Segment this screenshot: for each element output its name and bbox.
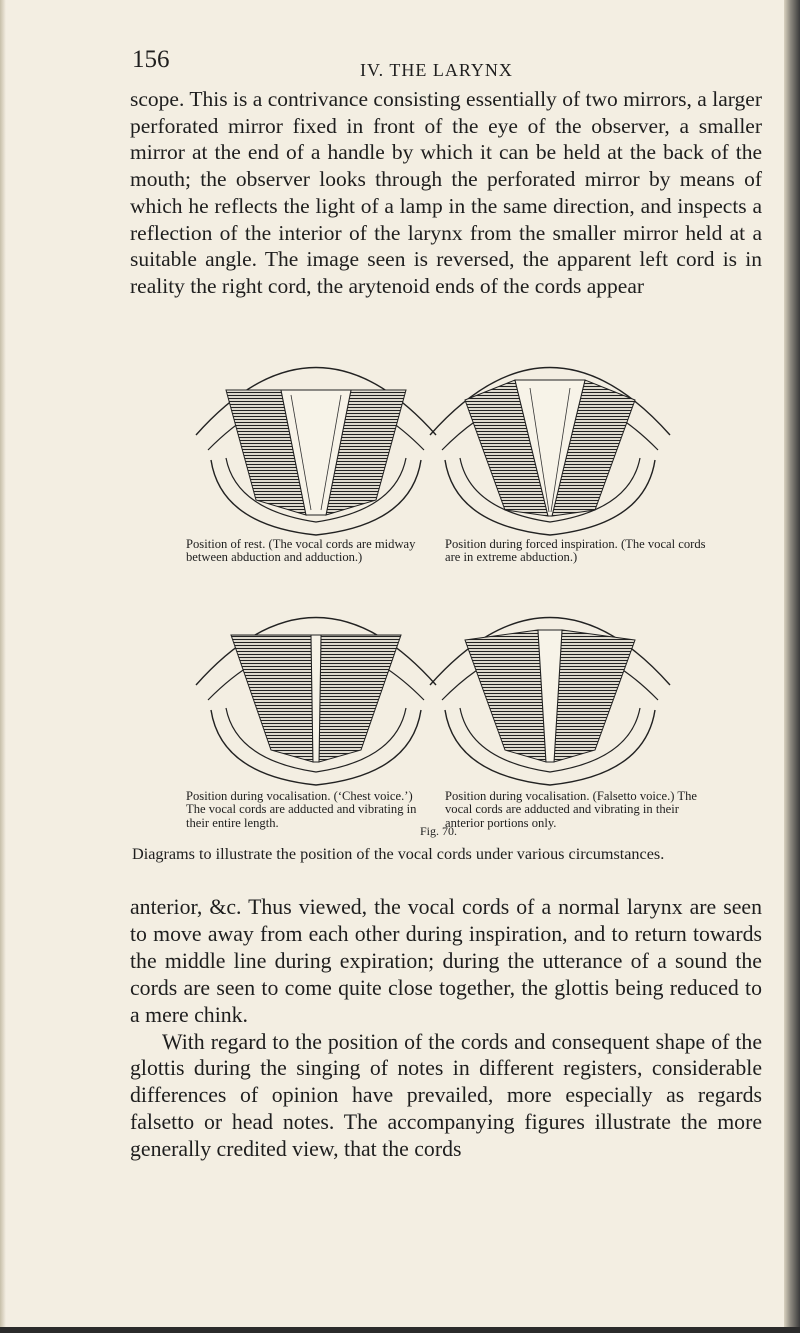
paragraph-bottom-2: With regard to the position of the cords and consequent shape of the glottis during the singing of notes in different registers, considerable differences of opinion have prevailed, more especially as regards falsetto or head notes. The accompanying figures illustrate the more generally credited view, that the cords [130,1029,762,1162]
caption-rest: Position of rest. (The vocal cords are midway between abduction and adduction.) [186,537,416,565]
figure-label: Fig. 70. [420,824,458,838]
paragraph-bottom-1: anterior, &c. Thus viewed, the vocal cords of a normal larynx are seen to move away from each other during inspiration, and to return towards the middle line during expiration; during the utterance of a sound the cords are seen to come quite close together, the glottis being reduced to a mere chink. [130,895,762,1027]
figure-title: Diagrams to illustrate the position of the vocal cords under various circumstances. [132,845,665,863]
larynx-diagram-rest [186,340,446,540]
larynx-diagram-falsetto [420,590,680,790]
caption-falsetto: Position during vocalisation. (Falsetto voice.) The vocal cords are adducted and vibrating in their anterior portions only. [445,789,697,830]
larynx-diagram-inspiration [420,340,680,540]
larynx-diagram-chest-voice [186,590,446,790]
caption-inspiration: Position during forced inspiration. (The vocal cords are in extreme abduction.) [445,537,706,565]
caption-chest-voice: Position during vocalisation. (‘Chest voice.’) The vocal cords are adducted and vibrating in their entire length. [186,789,417,830]
page-number: 156 [132,46,170,73]
page-shadow-left [0,0,6,1333]
paragraph-top: scope. This is a contrivance consisting essentially of two mirrors, a larger perforated mirror fixed in front of the eye of the observer, a smaller mirror at the end of a handle by which it can be held at the back of the mouth; the observer looks through the perforated mirror by means of which he reflects the light of a lamp in the same direction, and inspects a reflection of the interior of the larynx from the smaller mirror held at a suitable angle. The image seen is reversed, the apparent left cord is in reality the right cord, the arytenoid ends of the cords appear [130,87,762,298]
page-bottom-edge [0,1327,800,1333]
book-binding-edge [784,0,800,1333]
paragraph-bottom [130,894,762,1163]
running-head: IV. THE LARYNX [360,60,513,80]
